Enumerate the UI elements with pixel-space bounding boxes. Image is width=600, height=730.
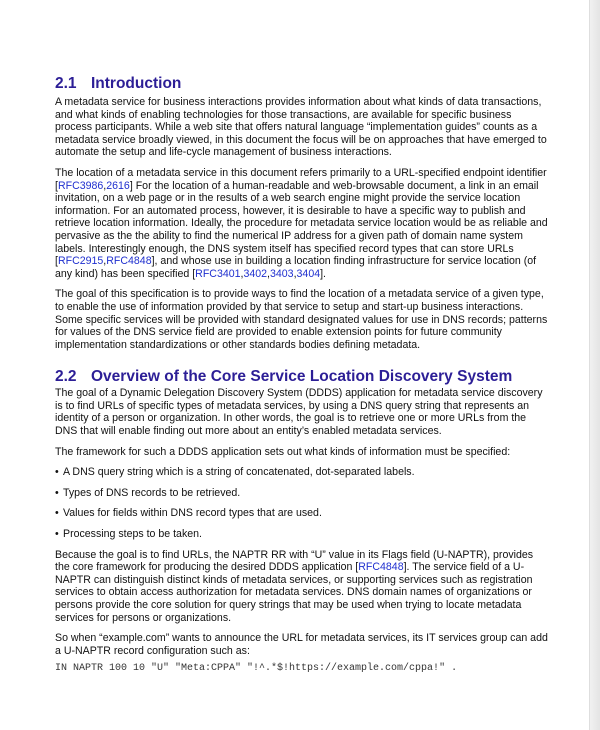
list-item [55, 487, 550, 500]
text-run: , [103, 179, 107, 192]
ref-link-rfc4848[interactable]: RFC4848 [106, 255, 152, 268]
text-run: ]. [320, 267, 326, 280]
text-run: Because the goal is to find URLs, the NAPTR RR with “U” value in its Flags field (U-NAPTR), provides the core framework for producing the desired DDDS application [ [55, 548, 534, 574]
section-number: 2.2 [55, 368, 77, 386]
ref-link-rfc3986[interactable]: RFC3986 [57, 179, 104, 192]
text-run: ] For the location of a human-readable and web-browsable document, a link in an email invitation, on a web page or in the results of a web search engine might provide the service location information. For an automated process, however, it is desirable to have a specific way to publish and retrieve location information. Ideally, the procedure for metadata service location would be as reliable and pervasive as the the ability to find the numerical IP address for a given path of domain name system labels. Interestingly enough, the DNS system itself has specified record types that can store URLs [ [55, 179, 548, 268]
section-heading-overview [55, 367, 550, 387]
ref-link-rfc4848-2[interactable]: RFC4848 [358, 561, 404, 574]
page-edge-shadow [589, 0, 600, 730]
intro-paragraph-2 [55, 167, 550, 280]
bullet-icon: • [55, 486, 59, 499]
list-item-text: Values for fields within DNS record types that are used. [63, 507, 322, 520]
list-item [55, 466, 550, 479]
ref-link-3404[interactable]: 3404 [296, 267, 321, 280]
ref-link-rfc2915[interactable]: RFC2915 [57, 255, 104, 268]
text-run: , [240, 267, 244, 280]
section-title: Overview of the Core Service Location Discovery System [91, 368, 513, 386]
overview-paragraph-2: The framework for such a DDDS application sets out what kinds of information must be specified: [55, 445, 511, 458]
overview-paragraph-3 [55, 549, 550, 625]
overview-paragraph-1: The goal of a Dynamic Delegation Discovery System (DDDS) application for metadata service discovery is to find URLs of specific types of metadata services, by using a DNS query string that represents an identity of a person or organization. In other words, the goal is to retrieve one or more URLs from the DNS that will enable finding out more about an entity’s enabled metadata services. [55, 387, 543, 438]
list-item-text: Types of DNS records to be retrieved. [63, 486, 241, 499]
intro-paragraph-3: The goal of this specification is to provide ways to find the location of a metadata service of a given type, to enable the use of information provided by that service to setup and start-up business interactions. Some specific services will be provided with standard designated values for use in DNS records; patterns for values of the DNS service field are provided to enable extension points for future community implementation standardizations or other standards bodies defining metadata. [55, 288, 548, 351]
list-item-text: A DNS query string which is a string of concatenated, dot-separated labels. [63, 466, 415, 479]
ref-link-rfc3401[interactable]: RFC3401 [195, 267, 241, 280]
ref-link-2616[interactable]: 2616 [106, 179, 130, 192]
ref-link-3402[interactable]: 3402 [243, 267, 268, 280]
list-item [55, 528, 550, 541]
text-run: , [267, 267, 270, 280]
ref-link-3403[interactable]: 3403 [270, 267, 294, 280]
section-number: 2.1 [55, 75, 77, 92]
section-heading-introduction [55, 74, 550, 94]
text-run: , [103, 255, 107, 268]
text-run: The location of a metadata service in this document refers primarily to a URL-specified endpoint identifier [ [55, 166, 547, 192]
requirements-list [55, 466, 550, 540]
list-item [55, 507, 550, 520]
naptr-code-example: IN NAPTR 100 10 "U" "Meta:CPPA" "!^.*$!https://example.com/cppa!" . [55, 663, 458, 675]
bullet-icon: • [55, 507, 59, 520]
bullet-icon: • [55, 528, 59, 541]
text-run: ]. The service field of a U-NAPTR can distinguish distinct kinds of metadata services, or supporting services such as registration services to obtain access authorization for metadata services. DNS domain names of organizations or persons provide the core solution for query strings that may be used when trying to locate metadata services for persons or organizations. [55, 561, 533, 624]
document-page [55, 74, 550, 676]
section-title: Introduction [91, 75, 182, 92]
list-item-text: Processing steps to be taken. [63, 528, 202, 541]
text-run: , [293, 267, 297, 280]
overview-paragraph-4: So when “example.com” wants to announce the URL for metadata services, its IT services group can add a U-NAPTR record configuration such as: [55, 632, 548, 657]
intro-paragraph-1: A metadata service for business interactions provides information about what kinds of data transactions, and what kinds of enabling technologies for those transactions, are available for specific business process participants. While a web site that offers natural language “implementation guides” counts as a metadata service broadly viewed, in this document the focus will be on approaches that have emerged to automate the setup and life-cycle management of business interactions. [55, 96, 547, 159]
bullet-icon: • [55, 466, 59, 479]
text-run: ], and whose use in building a location finding infrastructure for service location (of any kind) has been specified [ [55, 255, 537, 280]
